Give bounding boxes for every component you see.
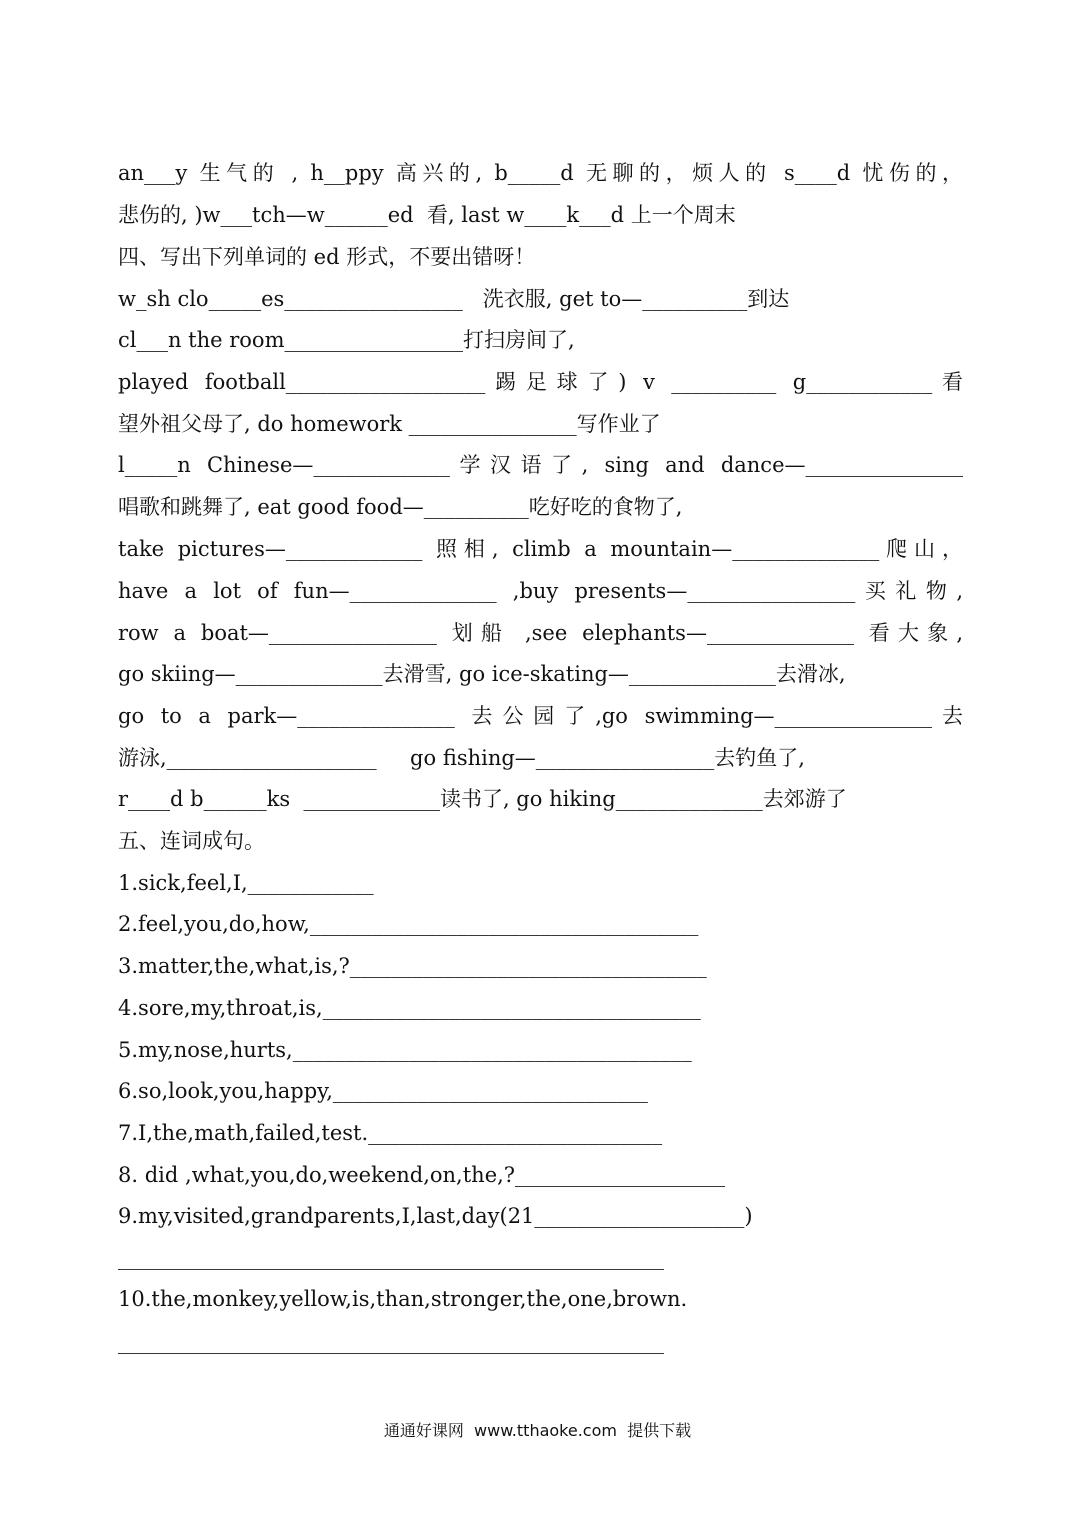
section-heading-5: 五、连词成句。 [118,829,265,853]
text-line-6: played football___________________踢足球了) v __________ g____________看 [118,370,963,394]
text-line-5: cl___n the room_________________打扫房间了, [118,328,575,352]
sentence-item-2: 2.feel,you,do,how,_____________________________________ [118,912,699,936]
text-line-7: 望外祖父母了, do homework ________________写作业了 [118,412,661,436]
sentence-item-10: 10.the,monkey,yellow,is,than,stronger,the,one,brown. [118,1287,688,1311]
answer-line-10: ____________________________________________________ [118,1330,664,1354]
section-heading-4: 四、写出下列单词的 ed 形式，不要出错呀！ [118,245,536,269]
sentence-item-4: 4.sore,my,throat,is,____________________________________ [118,996,701,1020]
text-line-16: r____d b______ks _____________读书了, go hiking______________去郊游了 [118,787,847,811]
sentence-item-7: 7.I,the,math,failed,test.____________________________ [118,1121,663,1145]
sentence-item-8: 8. did ,what,you,do,weekend,on,the,?____________________ [118,1163,726,1187]
sentence-item-9: 9.my,visited,grandparents,I,last,day(21____________________) [118,1204,753,1228]
text-line-10: take pictures—_____________ 照相, climb a mountain—______________爬山， [118,537,963,561]
page-footer: 通通好课网 www.tthaoke.com 提供下载 [383,1421,692,1440]
text-line-13: go skiing—______________去滑雪, go ice-skating—______________去滑冰, [118,662,846,686]
text-line-12: row a boat—________________ 划船 ,see elephants—______________ 看大象, [118,621,963,645]
text-line-11: have a lot of fun—______________ ,buy presents—________________买礼物, [118,579,963,603]
answer-line-9: ____________________________________________________ [118,1246,664,1270]
text-line-2: 悲伤的, )w___tch—w______ed 看, last w____k___d 上一个周末 [118,203,736,227]
sentence-item-1: 1.sick,feel,I,____________ [118,871,374,895]
text-line-8: l_____n Chinese—_____________学汉语了, sing and dance—_______________ [118,453,963,477]
text-line-4: w_sh clo_____es_________________ 洗衣服, get to—__________到达 [118,287,790,311]
sentence-item-5: 5.my,nose,hurts,______________________________________ [118,1038,692,1062]
text-line-15: 游泳,____________________ go fishing—_________________去钓鱼了, [118,746,805,770]
text-line-9: 唱歌和跳舞了, eat good food—__________吃好吃的食物了, [118,495,683,519]
text-line-1: an___y 生气的 , h__ppy 高兴的, b_____d 无聊的，烦人的 s____d 忧伤的， [118,161,963,185]
sentence-item-3: 3.matter,the,what,is,?__________________________________ [118,954,707,978]
text-line-14: go to a park—_______________ 去公园了,go swimming—_______________去 [118,704,963,728]
sentence-item-6: 6.so,look,you,happy,______________________________ [118,1079,648,1103]
